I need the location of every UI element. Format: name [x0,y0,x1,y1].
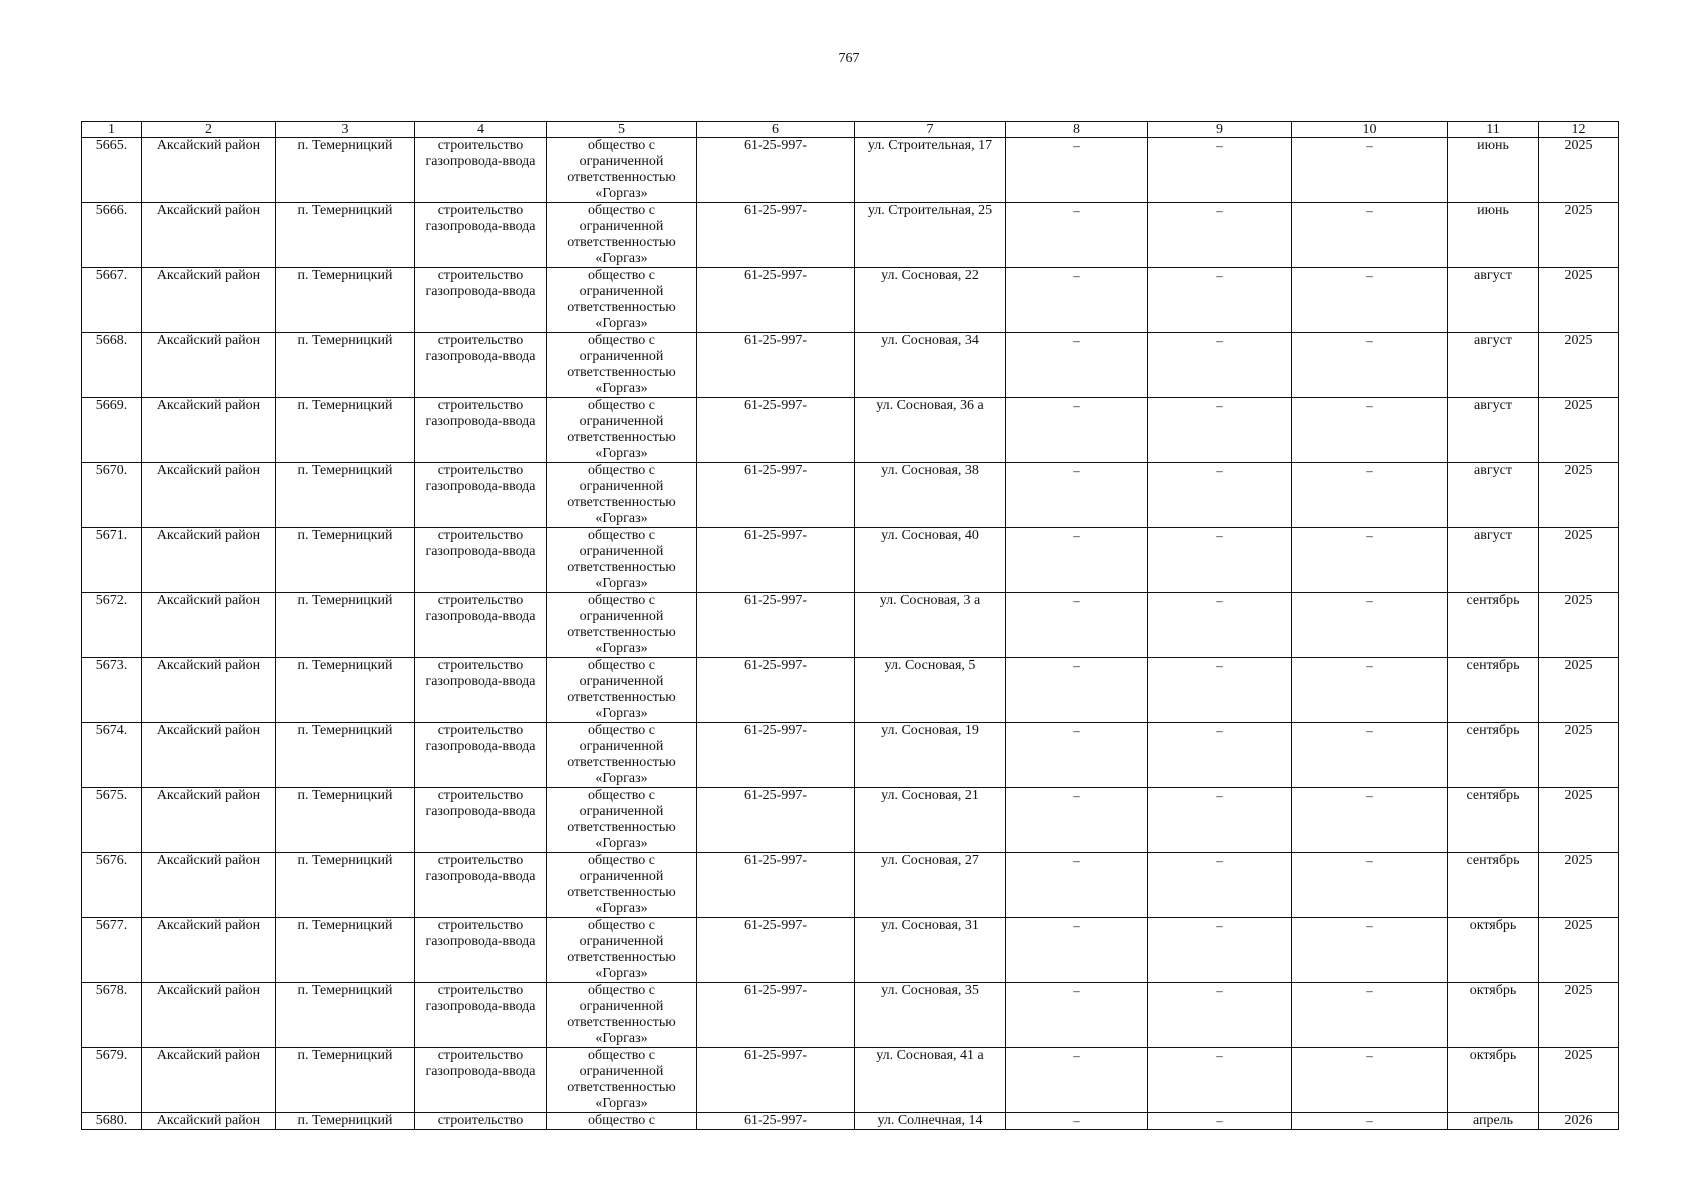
address-cell: ул. Сосновая, 22 [855,268,1006,333]
year-cell: 2025 [1539,853,1619,918]
work-type-cell: строительство газопровода-ввода [415,528,547,593]
col10-cell: – [1292,203,1448,268]
month-cell: апрель [1448,1113,1539,1130]
work-type-cell: строительство газопровода-ввода [415,463,547,528]
table-row [82,528,1619,593]
row-number: 5670. [82,463,142,528]
address-cell: ул. Сосновая, 21 [855,788,1006,853]
work-type-cell: строительство газопровода-ввода [415,723,547,788]
col10-cell: – [1292,398,1448,463]
year-cell: 2025 [1539,658,1619,723]
organization-cell: общество с ограниченной ответственностью «Горгаз» [547,788,697,853]
work-type-cell: строительство газопровода-ввода [415,268,547,333]
table-row [82,398,1619,463]
organization-cell: общество с ограниченной ответственностью «Горгаз» [547,983,697,1048]
code-cell: 61-25-997- [697,658,855,723]
work-type-cell: строительство газопровода-ввода [415,1048,547,1113]
table-row [82,853,1619,918]
organization-cell: общество с ограниченной ответственностью «Горгаз» [547,268,697,333]
col10-cell: – [1292,983,1448,1048]
col8-cell: – [1006,398,1148,463]
district-cell: Аксайский район [142,658,276,723]
col9-cell: – [1148,593,1292,658]
year-cell: 2025 [1539,983,1619,1048]
settlement-cell: п. Темерницкий [276,918,415,983]
col8-cell: – [1006,788,1148,853]
settlement-cell: п. Темерницкий [276,658,415,723]
row-number: 5680. [82,1113,142,1130]
month-cell: август [1448,268,1539,333]
settlement-cell: п. Темерницкий [276,528,415,593]
row-number: 5673. [82,658,142,723]
month-cell: сентябрь [1448,593,1539,658]
col9-cell: – [1148,788,1292,853]
settlement-cell: п. Темерницкий [276,788,415,853]
col8-cell: – [1006,268,1148,333]
col9-cell: – [1148,138,1292,203]
col10-cell: – [1292,918,1448,983]
year-cell: 2025 [1539,138,1619,203]
district-cell: Аксайский район [142,1113,276,1130]
district-cell: Аксайский район [142,918,276,983]
col10-cell: – [1292,463,1448,528]
month-cell: август [1448,528,1539,593]
col9-cell: – [1148,1113,1292,1130]
col10-cell: – [1292,788,1448,853]
district-cell: Аксайский район [142,788,276,853]
row-number: 5669. [82,398,142,463]
col8-cell: – [1006,333,1148,398]
col9-cell: – [1148,463,1292,528]
organization-cell: общество с ограниченной ответственностью «Горгаз» [547,398,697,463]
col9-cell: – [1148,983,1292,1048]
settlement-cell: п. Темерницкий [276,333,415,398]
col10-cell: – [1292,1048,1448,1113]
year-cell: 2025 [1539,528,1619,593]
work-type-cell: строительство газопровода-ввода [415,593,547,658]
code-cell: 61-25-997- [697,983,855,1048]
col8-cell: – [1006,593,1148,658]
code-cell: 61-25-997- [697,723,855,788]
code-cell: 61-25-997- [697,593,855,658]
district-cell: Аксайский район [142,983,276,1048]
month-cell: сентябрь [1448,723,1539,788]
column-header: 8 [1006,122,1148,138]
district-cell: Аксайский район [142,138,276,203]
column-header: 2 [142,122,276,138]
code-cell: 61-25-997- [697,398,855,463]
year-cell: 2025 [1539,1048,1619,1113]
month-cell: август [1448,463,1539,528]
district-cell: Аксайский район [142,463,276,528]
row-number: 5667. [82,268,142,333]
table-row [82,463,1619,528]
district-cell: Аксайский район [142,853,276,918]
col9-cell: – [1148,398,1292,463]
col9-cell: – [1148,658,1292,723]
district-cell: Аксайский район [142,398,276,463]
col10-cell: – [1292,593,1448,658]
col10-cell: – [1292,333,1448,398]
month-cell: август [1448,333,1539,398]
table-row [82,723,1619,788]
organization-cell: общество с ограниченной ответственностью «Горгаз» [547,463,697,528]
work-type-cell: строительство газопровода-ввода [415,853,547,918]
address-cell: ул. Сосновая, 31 [855,918,1006,983]
organization-cell: общество с ограниченной ответственностью «Горгаз» [547,1048,697,1113]
col8-cell: – [1006,723,1148,788]
year-cell: 2025 [1539,268,1619,333]
table-row [82,333,1619,398]
registry-table [81,121,1619,1130]
row-number: 5676. [82,853,142,918]
settlement-cell: п. Темерницкий [276,203,415,268]
work-type-cell: строительство газопровода-ввода [415,333,547,398]
code-cell: 61-25-997- [697,138,855,203]
table-row [82,1113,1619,1130]
settlement-cell: п. Темерницкий [276,983,415,1048]
code-cell: 61-25-997- [697,333,855,398]
column-header: 7 [855,122,1006,138]
code-cell: 61-25-997- [697,788,855,853]
month-cell: сентябрь [1448,853,1539,918]
month-cell: июнь [1448,203,1539,268]
column-header: 4 [415,122,547,138]
row-number: 5679. [82,1048,142,1113]
month-cell: август [1448,398,1539,463]
col8-cell: – [1006,528,1148,593]
column-header: 12 [1539,122,1619,138]
col8-cell: – [1006,658,1148,723]
table-body [82,138,1619,1130]
page-number: 767 [838,51,860,66]
organization-cell: общество с ограниченной ответственностью «Горгаз» [547,593,697,658]
row-number: 5674. [82,723,142,788]
table-row [82,268,1619,333]
organization-cell: общество с ограниченной ответственностью «Горгаз» [547,723,697,788]
address-cell: ул. Сосновая, 27 [855,853,1006,918]
address-cell: ул. Сосновая, 41 а [855,1048,1006,1113]
row-number: 5675. [82,788,142,853]
month-cell: октябрь [1448,1048,1539,1113]
col10-cell: – [1292,268,1448,333]
year-cell: 2025 [1539,463,1619,528]
work-type-cell: строительство газопровода-ввода [415,398,547,463]
district-cell: Аксайский район [142,528,276,593]
month-cell: июнь [1448,138,1539,203]
year-cell: 2025 [1539,918,1619,983]
code-cell: 61-25-997- [697,268,855,333]
col10-cell: – [1292,528,1448,593]
organization-cell: общество с ограниченной ответственностью «Горгаз» [547,203,697,268]
district-cell: Аксайский район [142,333,276,398]
col9-cell: – [1148,203,1292,268]
code-cell: 61-25-997- [697,853,855,918]
organization-cell: общество с ограниченной ответственностью «Горгаз» [547,333,697,398]
address-cell: ул. Строительная, 25 [855,203,1006,268]
month-cell: октябрь [1448,983,1539,1048]
address-cell: ул. Сосновая, 19 [855,723,1006,788]
settlement-cell: п. Темерницкий [276,723,415,788]
settlement-cell: п. Темерницкий [276,1048,415,1113]
table-row [82,203,1619,268]
col8-cell: – [1006,203,1148,268]
year-cell: 2025 [1539,723,1619,788]
work-type-cell: строительство газопровода-ввода [415,918,547,983]
column-header: 6 [697,122,855,138]
col9-cell: – [1148,853,1292,918]
district-cell: Аксайский район [142,268,276,333]
work-type-cell: строительство газопровода-ввода [415,658,547,723]
month-cell: сентябрь [1448,788,1539,853]
work-type-cell: строительство [415,1113,547,1130]
address-cell: ул. Сосновая, 38 [855,463,1006,528]
work-type-cell: строительство газопровода-ввода [415,138,547,203]
work-type-cell: строительство газопровода-ввода [415,983,547,1048]
organization-cell: общество с ограниченной ответственностью «Горгаз» [547,658,697,723]
col8-cell: – [1006,918,1148,983]
code-cell: 61-25-997- [697,918,855,983]
organization-cell: общество с [547,1113,697,1130]
settlement-cell: п. Темерницкий [276,593,415,658]
column-header: 1 [82,122,142,138]
year-cell: 2025 [1539,203,1619,268]
table-row [82,593,1619,658]
year-cell: 2025 [1539,333,1619,398]
settlement-cell: п. Темерницкий [276,398,415,463]
month-cell: октябрь [1448,918,1539,983]
col9-cell: – [1148,723,1292,788]
col8-cell: – [1006,138,1148,203]
row-number: 5671. [82,528,142,593]
col8-cell: – [1006,1048,1148,1113]
code-cell: 61-25-997- [697,1113,855,1130]
address-cell: ул. Солнечная, 14 [855,1113,1006,1130]
col9-cell: – [1148,333,1292,398]
address-cell: ул. Сосновая, 36 а [855,398,1006,463]
district-cell: Аксайский район [142,723,276,788]
col10-cell: – [1292,723,1448,788]
address-cell: ул. Сосновая, 5 [855,658,1006,723]
district-cell: Аксайский район [142,203,276,268]
year-cell: 2026 [1539,1113,1619,1130]
column-header: 10 [1292,122,1448,138]
header-row [82,122,1619,138]
address-cell: ул. Сосновая, 34 [855,333,1006,398]
table-row [82,983,1619,1048]
col9-cell: – [1148,268,1292,333]
column-header: 11 [1448,122,1539,138]
table-row [82,658,1619,723]
address-cell: ул. Строительная, 17 [855,138,1006,203]
district-cell: Аксайский район [142,593,276,658]
col8-cell: – [1006,1113,1148,1130]
work-type-cell: строительство газопровода-ввода [415,203,547,268]
organization-cell: общество с ограниченной ответственностью «Горгаз» [547,918,697,983]
column-header: 9 [1148,122,1292,138]
settlement-cell: п. Темерницкий [276,1113,415,1130]
organization-cell: общество с ограниченной ответственностью «Горгаз» [547,853,697,918]
column-header: 3 [276,122,415,138]
col10-cell: – [1292,853,1448,918]
col9-cell: – [1148,528,1292,593]
table-row [82,1048,1619,1113]
row-number: 5668. [82,333,142,398]
col8-cell: – [1006,463,1148,528]
col10-cell: – [1292,138,1448,203]
code-cell: 61-25-997- [697,203,855,268]
address-cell: ул. Сосновая, 3 а [855,593,1006,658]
row-number: 5666. [82,203,142,268]
col10-cell: – [1292,658,1448,723]
settlement-cell: п. Темерницкий [276,138,415,203]
row-number: 5678. [82,983,142,1048]
row-number: 5665. [82,138,142,203]
row-number: 5677. [82,918,142,983]
address-cell: ул. Сосновая, 35 [855,983,1006,1048]
settlement-cell: п. Темерницкий [276,268,415,333]
district-cell: Аксайский район [142,1048,276,1113]
col9-cell: – [1148,1048,1292,1113]
code-cell: 61-25-997- [697,528,855,593]
year-cell: 2025 [1539,398,1619,463]
table-row [82,918,1619,983]
table-row [82,788,1619,853]
row-number: 5672. [82,593,142,658]
settlement-cell: п. Темерницкий [276,463,415,528]
address-cell: ул. Сосновая, 40 [855,528,1006,593]
year-cell: 2025 [1539,593,1619,658]
month-cell: сентябрь [1448,658,1539,723]
settlement-cell: п. Темерницкий [276,853,415,918]
work-type-cell: строительство газопровода-ввода [415,788,547,853]
col10-cell: – [1292,1113,1448,1130]
column-header: 5 [547,122,697,138]
code-cell: 61-25-997- [697,1048,855,1113]
col8-cell: – [1006,983,1148,1048]
col8-cell: – [1006,853,1148,918]
year-cell: 2025 [1539,788,1619,853]
code-cell: 61-25-997- [697,463,855,528]
organization-cell: общество с ограниченной ответственностью «Горгаз» [547,138,697,203]
organization-cell: общество с ограниченной ответственностью «Горгаз» [547,528,697,593]
col9-cell: – [1148,918,1292,983]
table-row [82,138,1619,203]
